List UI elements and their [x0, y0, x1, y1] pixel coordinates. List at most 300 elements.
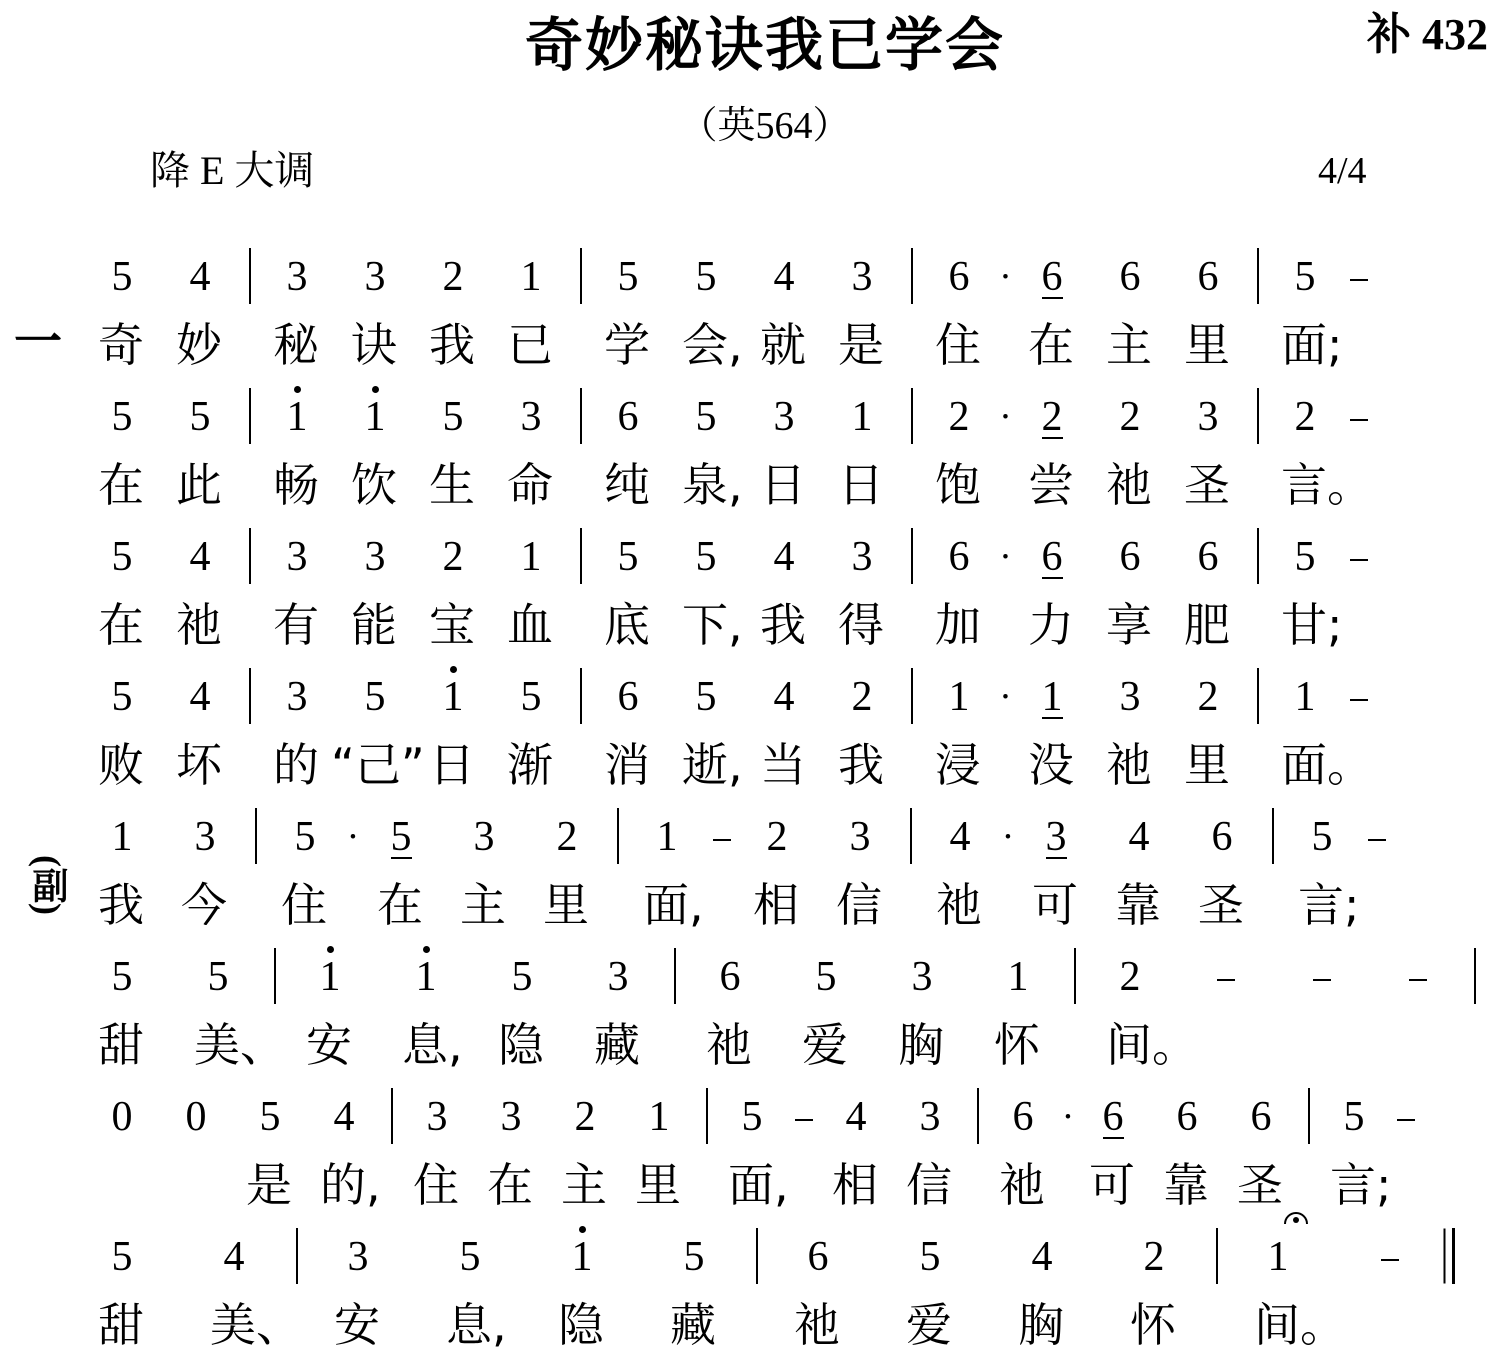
lyric-syllable: 胸: [1018, 1298, 1064, 1352]
barline: [239, 532, 258, 582]
notation-line: [85, 1092, 1421, 1212]
note-number: 1: [1007, 954, 1029, 1000]
lyric-syllable: 已: [507, 318, 553, 372]
augmentation-dot: ·: [999, 536, 1012, 578]
note: [164, 812, 247, 932]
barline: [570, 532, 589, 582]
note: [1098, 1232, 1210, 1352]
lyric-syllable: 住: [281, 878, 327, 932]
lyric-syllable: 圣: [1184, 458, 1230, 512]
note-number: 2: [1197, 674, 1219, 720]
note: [83, 672, 161, 792]
lyric-syllable: 加: [935, 598, 981, 652]
note: [161, 392, 239, 512]
note: [74, 952, 170, 1072]
lyric-syllable: 肥: [1184, 598, 1230, 652]
lyric-syllable: 在: [487, 1158, 533, 1212]
lyric-syllable: 纯: [604, 458, 650, 512]
note: [736, 812, 819, 932]
lyric-syllable: 相: [753, 878, 799, 932]
note-number: 6: [1102, 1094, 1124, 1140]
note-number: 2: [1119, 954, 1141, 1000]
note-number: 5: [741, 1094, 763, 1140]
lyric-syllable: “己”: [331, 738, 425, 792]
note-number: 5: [111, 954, 133, 1000]
note-number: 2: [574, 1094, 596, 1140]
dash-cell: [1334, 1232, 1446, 1282]
note-number: 6: [948, 254, 970, 300]
barline: [967, 1092, 986, 1142]
note-number: 3: [773, 394, 795, 440]
lyric-syllable: 主: [460, 878, 506, 932]
lyric-syllable: 息,: [446, 1298, 507, 1352]
augmentation-dot: ·: [1061, 1096, 1075, 1138]
sustain-dash: [1350, 559, 1368, 561]
lyric-syllable: 圣: [1237, 1158, 1283, 1212]
note-number: 6: [807, 1234, 829, 1280]
note-number: 6: [1041, 254, 1063, 300]
note: [258, 252, 336, 372]
note: [331, 672, 425, 792]
sustain-dash: [1217, 979, 1235, 981]
note-number: 1: [111, 814, 133, 860]
note: [626, 812, 709, 932]
high-octave-dot: [423, 946, 430, 953]
lyric-syllable: 住: [413, 1158, 459, 1212]
barline: [1466, 952, 1482, 1002]
note-number: 5: [1343, 1094, 1365, 1140]
dot-cell: [347, 812, 360, 862]
note: [1013, 252, 1091, 372]
note-number: 1: [416, 956, 437, 998]
notation-line: [83, 672, 1373, 792]
note: [823, 392, 901, 512]
note-number: 2: [948, 394, 970, 440]
augmentation-dot: ·: [999, 396, 1012, 438]
lyric-syllable: 今: [181, 878, 227, 932]
note: [492, 672, 570, 792]
note-number: 2: [442, 534, 464, 580]
lyric-syllable: 靠: [1115, 878, 1161, 932]
lyric-syllable: 饱: [935, 458, 981, 512]
lyric-syllable: 隐: [558, 1298, 604, 1352]
note: [85, 1092, 159, 1142]
note-number: 6: [1012, 1094, 1034, 1140]
hymn-title: 奇妙秘诀我已学会: [524, 13, 1006, 78]
note: [83, 392, 161, 512]
lyric-syllable: 我: [98, 878, 144, 932]
note-number: 5: [442, 394, 464, 440]
sustain-dash: [1381, 1259, 1399, 1261]
note-number: 4: [333, 1094, 355, 1140]
dash-cell: [1364, 812, 1391, 862]
note: [1169, 392, 1247, 512]
note: [1224, 1092, 1298, 1212]
note-number: 3: [364, 534, 386, 580]
note-number: 1: [365, 396, 386, 438]
lyric-syllable: 在: [377, 878, 423, 932]
notation-line: [83, 392, 1373, 512]
note-number: 5: [459, 1234, 481, 1280]
note-number: 5: [259, 1094, 281, 1140]
note-number: 3: [286, 254, 308, 300]
note: [1317, 1092, 1392, 1212]
augmentation-dot: ·: [999, 256, 1012, 298]
note-number: 4: [773, 534, 795, 580]
note: [492, 252, 570, 372]
verse-label: 一: [14, 316, 63, 369]
note: [1281, 812, 1364, 932]
english-hymn-reference: （英564）: [679, 105, 851, 147]
lyric-syllable: 日: [429, 738, 475, 792]
note-number: 4: [1128, 814, 1150, 860]
notation-line: [83, 252, 1373, 372]
lyric-syllable: 诀: [351, 318, 397, 372]
chorus-label: (副): [28, 855, 68, 915]
note-number: 6: [1211, 814, 1233, 860]
barline: [570, 392, 589, 442]
note-number: 5: [111, 394, 133, 440]
note-number: 4: [845, 1094, 867, 1140]
note: [1013, 672, 1091, 792]
note-number: 5: [695, 394, 717, 440]
note: [336, 532, 414, 652]
dash-cell: [1344, 532, 1373, 582]
lyric-syllable: 生: [429, 458, 475, 512]
barline: [609, 812, 626, 862]
note-number: 3: [473, 814, 495, 860]
sustain-dash: [1368, 839, 1386, 841]
lyric-syllable: 祂: [1106, 458, 1152, 512]
note: [715, 1092, 789, 1212]
lyric-syllable: 妙: [176, 318, 222, 372]
note: [1015, 812, 1098, 932]
note-number: 3: [919, 1094, 941, 1140]
note: [622, 1092, 696, 1212]
lyric-syllable: 可: [1089, 1158, 1135, 1212]
lyric-syllable: 相: [832, 1158, 878, 1212]
note: [378, 952, 474, 1072]
note: [986, 1232, 1098, 1352]
note: [874, 1232, 986, 1352]
note: [1091, 252, 1169, 372]
note: [414, 392, 492, 512]
note: [400, 1092, 474, 1212]
note: [920, 392, 998, 512]
lyric-syllable: 甜: [98, 1298, 144, 1352]
note-number: 5: [511, 954, 533, 1000]
note: [874, 952, 970, 1072]
note: [1266, 252, 1344, 372]
notation-line: [74, 952, 1482, 1072]
note-number: 1: [656, 814, 678, 860]
note: [526, 812, 609, 932]
note: [1150, 1092, 1224, 1212]
sustain-dash: [1350, 279, 1368, 281]
note-number: 5: [390, 814, 412, 860]
note: [667, 532, 745, 652]
dash-cell: [1344, 672, 1373, 722]
note-number: 3: [364, 254, 386, 300]
note-number: 6: [1119, 534, 1141, 580]
barline: [570, 672, 589, 722]
lyric-syllable: 我: [838, 738, 884, 792]
note: [745, 252, 823, 372]
lyric-syllable: 圣: [1198, 878, 1244, 932]
lyric-syllable: 饮: [351, 458, 397, 512]
note: [1091, 672, 1169, 792]
dot-cell: [998, 252, 1013, 302]
lyric-syllable: 祂: [794, 1298, 840, 1352]
notation-line: [83, 532, 1373, 652]
note: [745, 532, 823, 652]
note-number: 2: [1119, 394, 1141, 440]
sustain-dash: [1350, 699, 1368, 701]
lyric-syllable: 面,: [728, 1158, 789, 1212]
sustain-dash: [1350, 419, 1368, 421]
augmentation-dot: ·: [346, 816, 360, 858]
lyric-syllable: 美、: [194, 1018, 286, 1072]
lyric-syllable: 的: [273, 738, 319, 792]
note: [762, 1232, 874, 1352]
note-number: 1: [520, 534, 542, 580]
lyric-syllable: 言;: [1330, 1158, 1392, 1212]
note: [970, 952, 1066, 1072]
note: [823, 252, 901, 372]
lyric-syllable: 可: [1032, 878, 1078, 932]
note: [233, 1092, 307, 1212]
barline: [239, 672, 258, 722]
final-barline: [1446, 1232, 1458, 1282]
note: [1266, 392, 1373, 512]
lyric-syllable: 享: [1106, 598, 1152, 652]
barline: [1264, 812, 1281, 862]
note-number: 5: [919, 1234, 941, 1280]
lyric-syllable: 祂: [1106, 738, 1152, 792]
lyric-syllable: 安: [334, 1298, 380, 1352]
note-number: 6: [1119, 254, 1141, 300]
lyric-syllable: 祂: [999, 1158, 1045, 1212]
dot-cell: [998, 532, 1013, 582]
note-number: 6: [719, 954, 741, 1000]
note-number: 1: [572, 1236, 593, 1278]
note-number: 3: [1197, 394, 1219, 440]
barline: [1066, 952, 1082, 1002]
lyric-syllable: 主: [561, 1158, 607, 1212]
note-number: 6: [617, 674, 639, 720]
lyric-syllable: 藏: [670, 1298, 716, 1352]
lyric-syllable: 宝: [429, 598, 475, 652]
lyric-syllable: 会,: [682, 318, 743, 372]
lyric-syllable: 祂: [706, 1018, 752, 1072]
note-number: 2: [556, 814, 578, 860]
note-number: 2: [851, 674, 873, 720]
note: [282, 952, 378, 1072]
note: [83, 252, 161, 372]
lyric-syllable: 信: [906, 1158, 952, 1212]
note-number: 5: [815, 954, 837, 1000]
note-number: 3: [194, 814, 216, 860]
lyric-syllable: 日: [760, 458, 806, 512]
lyric-syllable: 的,: [320, 1158, 381, 1212]
dot-cell: [1002, 812, 1015, 862]
lyric-syllable: 有: [273, 598, 319, 652]
note: [1013, 532, 1091, 652]
note: [492, 532, 570, 652]
lyric-syllable: 面;: [1281, 318, 1343, 372]
lyric-syllable: 怀: [1130, 1298, 1176, 1352]
note: [81, 812, 164, 932]
lyric-syllable: 我: [760, 598, 806, 652]
dash-cell: [1344, 252, 1373, 302]
dash-cell: [1274, 952, 1370, 1002]
lyric-syllable: 就: [760, 318, 806, 372]
barline: [901, 532, 920, 582]
note: [667, 672, 745, 792]
barline: [696, 1092, 715, 1142]
note: [893, 1092, 967, 1212]
note-number: 4: [949, 814, 971, 860]
note-number: 3: [347, 1234, 369, 1280]
note: [570, 952, 666, 1072]
lyric-syllable: 力: [1028, 598, 1074, 652]
lyric-syllable: 是: [246, 1158, 292, 1212]
note-number: 6: [1250, 1094, 1272, 1140]
lyric-syllable: 逝,: [682, 738, 743, 792]
barline: [266, 952, 282, 1002]
note: [161, 252, 239, 372]
barline: [1247, 672, 1266, 722]
note: [745, 672, 823, 792]
note: [589, 532, 667, 652]
note: [823, 532, 901, 652]
lyric-syllable: 里: [543, 878, 589, 932]
note: [492, 392, 570, 512]
sustain-dash: [1409, 979, 1427, 981]
lyric-syllable: 安: [306, 1018, 352, 1072]
note-number: 6: [1197, 254, 1219, 300]
lyric-syllable: 甜: [98, 1018, 144, 1072]
lyric-syllable: 面,: [643, 878, 704, 932]
sustain-dash: [713, 839, 731, 841]
note: [667, 392, 745, 512]
note: [170, 952, 286, 1072]
lyric-syllable: 秘: [273, 318, 319, 372]
note-number: 6: [1041, 534, 1063, 580]
note-number: 2: [1143, 1234, 1165, 1280]
note: [819, 1092, 893, 1212]
high-octave-dot: [294, 386, 301, 393]
sustain-dash: [1397, 1119, 1415, 1121]
note: [548, 1092, 622, 1212]
note-number: 5: [683, 1234, 705, 1280]
lyric-syllable: 当: [760, 738, 806, 792]
sustain-dash: [1313, 979, 1331, 981]
augmentation-dot: ·: [1001, 816, 1015, 858]
lyric-syllable: 祂: [176, 598, 222, 652]
lyric-syllable: 在: [1028, 318, 1074, 372]
lyric-syllable: 住: [935, 318, 981, 372]
note-number: 4: [223, 1234, 245, 1280]
dash-cell: [1391, 1092, 1421, 1142]
dash-cell: [1370, 952, 1466, 1002]
sustain-dash: [795, 1119, 813, 1121]
lyric-syllable: 渐: [507, 738, 553, 792]
barline: [1247, 252, 1266, 302]
note-number: 5: [617, 534, 639, 580]
barline: [570, 252, 589, 302]
note: [474, 1092, 548, 1212]
note: [1076, 1092, 1150, 1212]
time-signature: 4/4: [1318, 150, 1367, 192]
note-number: 1: [320, 956, 341, 998]
note-number: 1: [1041, 674, 1063, 720]
lyric-syllable: 里: [635, 1158, 681, 1212]
note-number: 3: [426, 1094, 448, 1140]
note-number: 2: [442, 254, 464, 300]
note-number: 4: [773, 674, 795, 720]
high-octave-dot: [450, 666, 457, 673]
lyric-syllable: 隐: [498, 1018, 544, 1072]
note-number: 1: [520, 254, 542, 300]
notation-line: [66, 1232, 1458, 1352]
dash-cell: [789, 1092, 819, 1142]
note: [823, 672, 901, 792]
barline: [1247, 392, 1266, 442]
note-number: 4: [1031, 1234, 1053, 1280]
note: [986, 1092, 1060, 1212]
note-number: 0: [185, 1094, 207, 1140]
note: [66, 1232, 178, 1352]
note-number: 2: [1041, 394, 1063, 440]
lyric-syllable: 底: [604, 598, 650, 652]
note: [258, 392, 336, 512]
note-number: 6: [1197, 534, 1219, 580]
lyric-syllable: 是: [838, 318, 884, 372]
note-number: 6: [1176, 1094, 1198, 1140]
note: [414, 532, 492, 652]
lyric-syllable: 坏: [176, 738, 222, 792]
lyric-syllable: 学: [604, 318, 650, 372]
note-number: 4: [189, 534, 211, 580]
lyric-syllable: 败: [98, 738, 144, 792]
dot-cell: [998, 672, 1013, 722]
note-number: 4: [189, 254, 211, 300]
note-number: 5: [695, 674, 717, 720]
lyric-syllable: 消: [604, 738, 650, 792]
lyric-syllable: 得: [838, 598, 884, 652]
note-number: 5: [1311, 814, 1333, 860]
lyric-syllable: 藏: [594, 1018, 640, 1072]
note-number: 4: [189, 674, 211, 720]
dash-cell: [709, 812, 736, 862]
note: [920, 252, 998, 372]
note-number: 1: [443, 676, 464, 718]
note-number: 5: [617, 254, 639, 300]
note: [1169, 252, 1247, 372]
note: [336, 392, 414, 512]
barline: [1210, 1232, 1222, 1282]
dot-cell: [1060, 1092, 1076, 1142]
note-number: 3: [1045, 814, 1067, 860]
note: [526, 1232, 638, 1352]
note: [360, 812, 443, 932]
lyric-syllable: 畅: [273, 458, 319, 512]
lyric-syllable: 泉,: [682, 458, 743, 512]
lyric-syllable: 命: [507, 458, 553, 512]
note: [159, 1092, 233, 1142]
note: [1013, 392, 1091, 512]
